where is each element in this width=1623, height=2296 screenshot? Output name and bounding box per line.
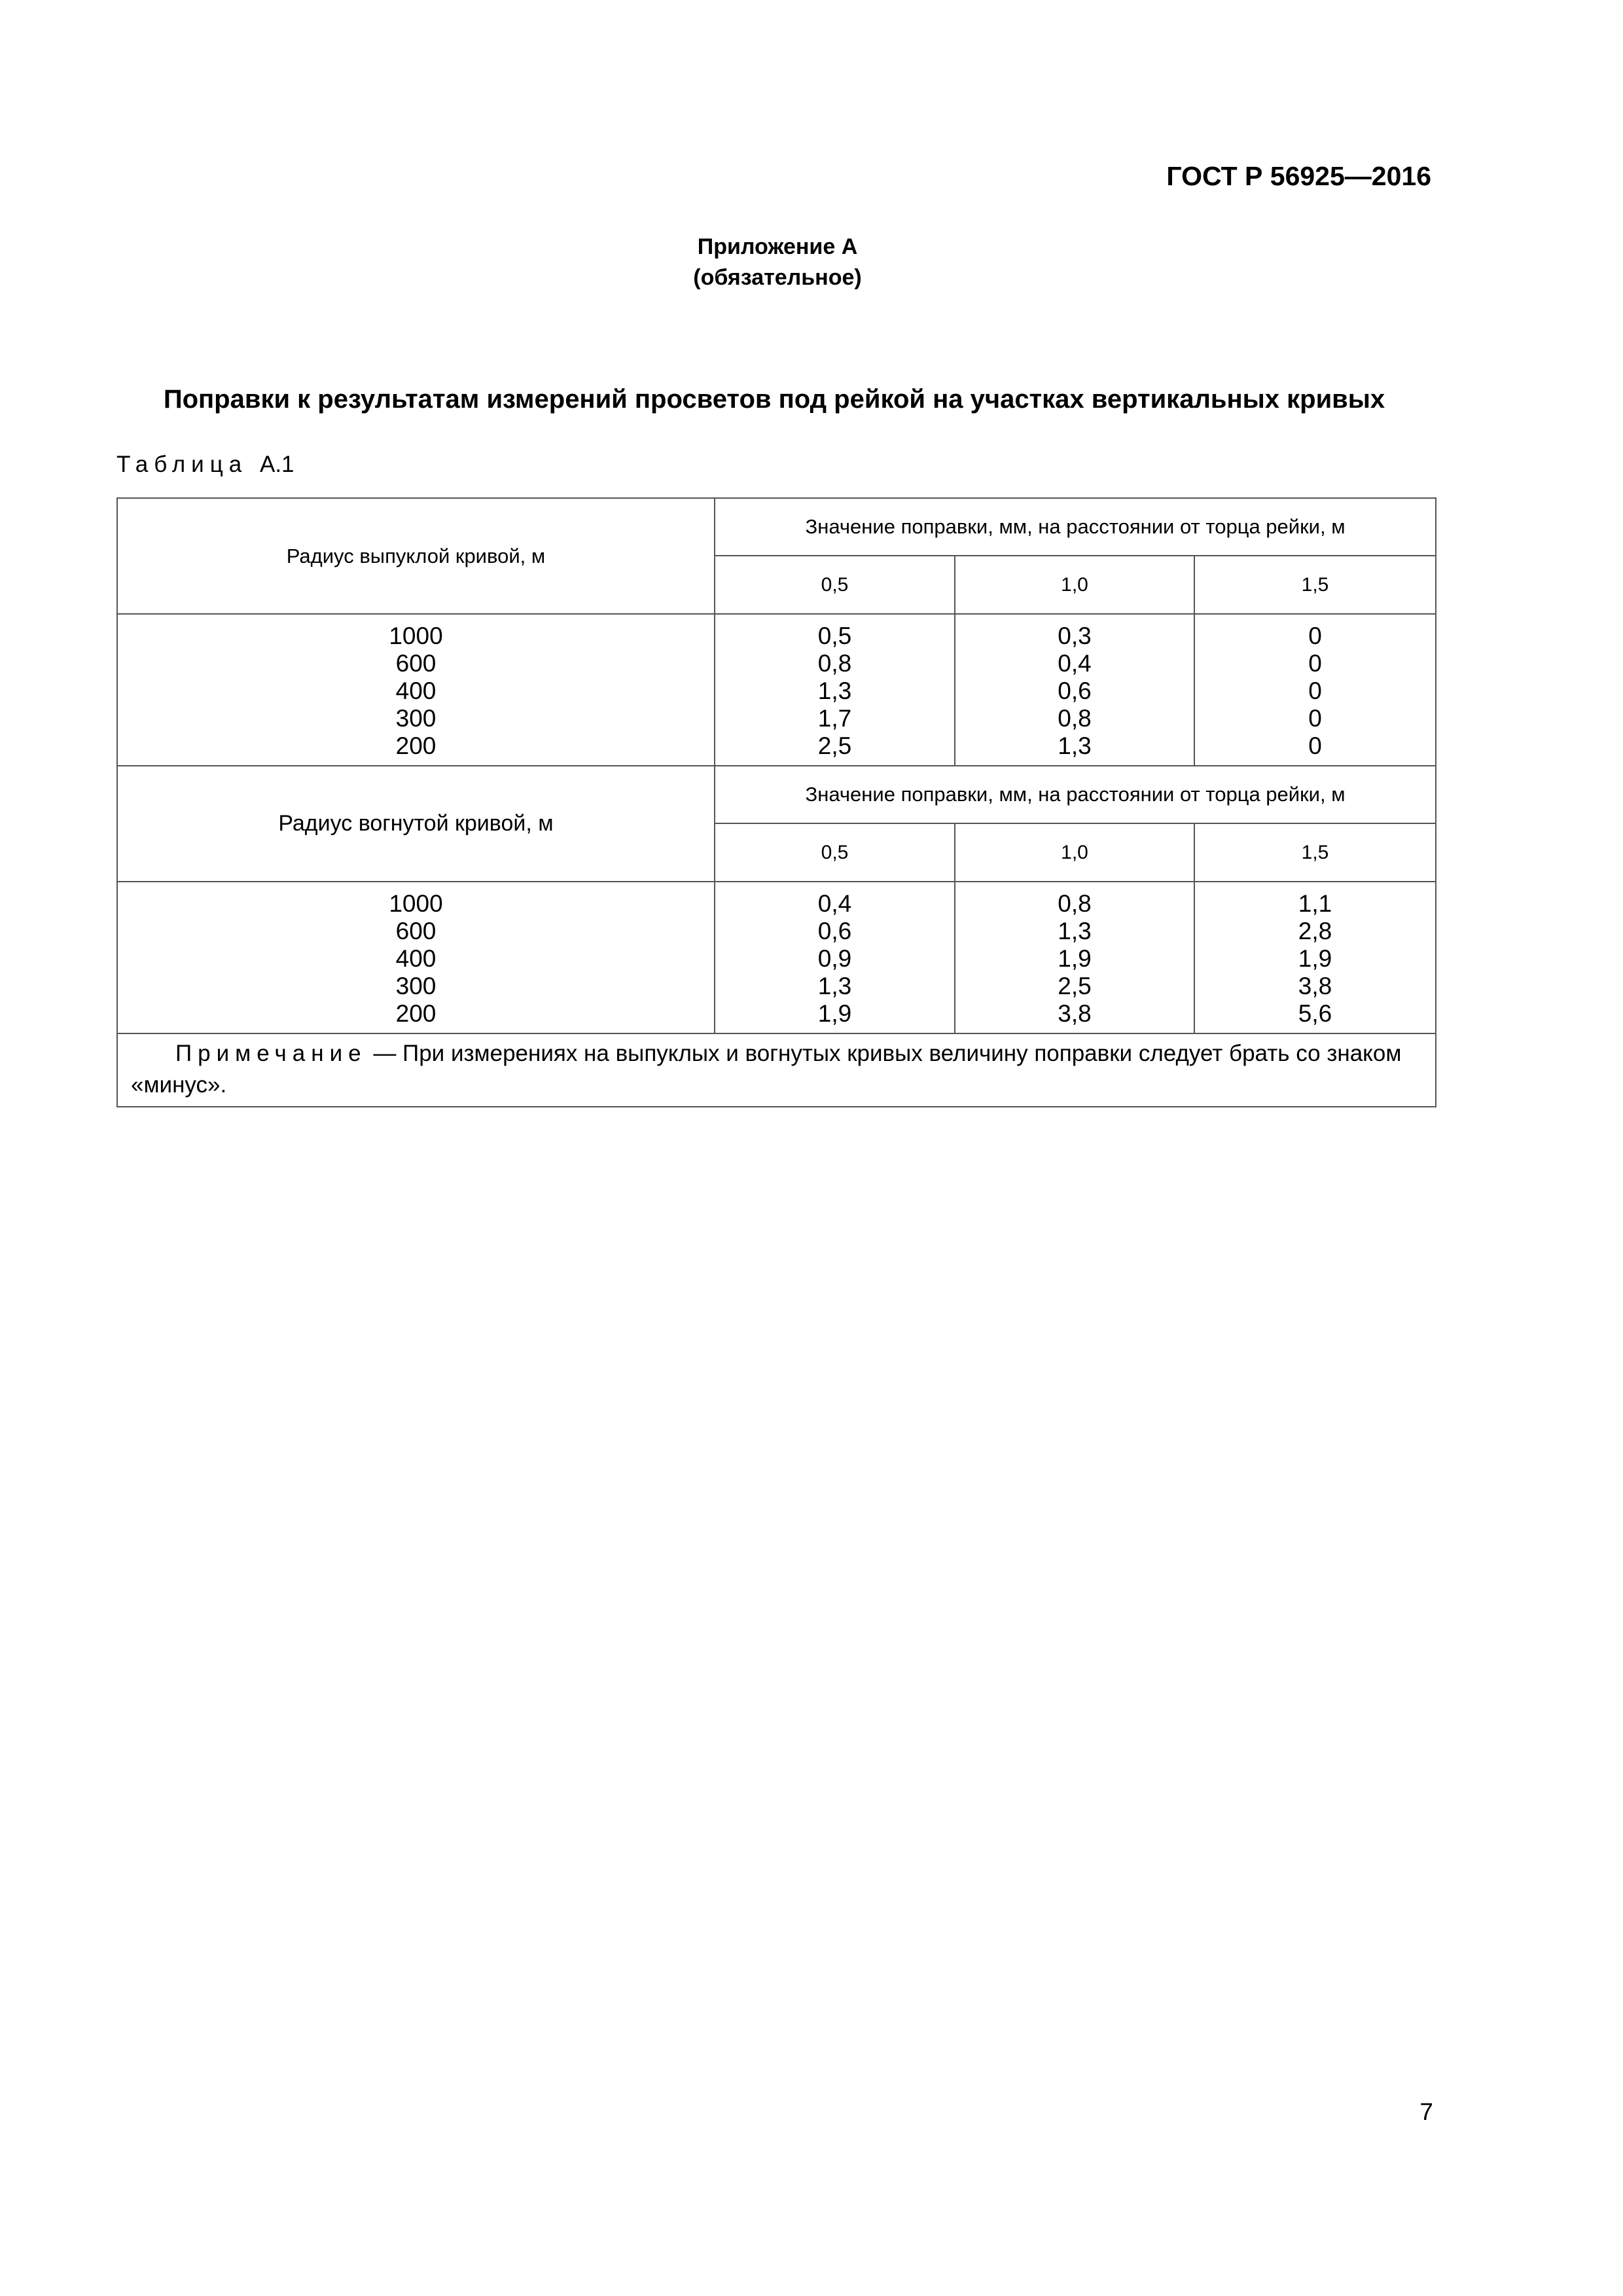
radius-value: 200 (395, 1000, 437, 1027)
appendix-heading (0, 232, 1555, 293)
convex-radius-header: Радиус выпуклой кривой, м (117, 498, 715, 614)
radius-value: 600 (395, 650, 437, 677)
table-caption-number: А.1 (259, 452, 294, 477)
correction-value: 1,3 (1058, 918, 1092, 944)
correction-value: 2,5 (817, 732, 852, 759)
correction-value: 2,5 (1058, 973, 1092, 999)
correction-value: 0 (1308, 650, 1322, 677)
convex-col-15 (1194, 614, 1436, 766)
concave-col-15 (1194, 882, 1436, 1033)
concave-group-header: Значение поправки, мм, на расстоянии от торца рейки, м (715, 766, 1436, 823)
distance-header: 0,5 (715, 823, 955, 882)
convex-col-10 (955, 614, 1194, 766)
radius-value: 400 (395, 945, 437, 972)
document-code: ГОСТ Р 56925—2016 (1166, 161, 1431, 191)
correction-value: 1,9 (1298, 945, 1332, 972)
distance-header: 1,0 (955, 823, 1194, 882)
section-title: Поправки к результатам измерений просветов под рейкой на участках вертикальных кривых (163, 385, 1385, 414)
correction-value: 0,6 (1058, 677, 1092, 704)
correction-value: 1,3 (817, 677, 852, 704)
radius-value: 300 (395, 973, 437, 999)
correction-value: 1,9 (817, 1000, 852, 1027)
correction-value: 1,3 (817, 973, 852, 999)
correction-value: 1,9 (1058, 945, 1092, 972)
concave-col-05 (715, 882, 955, 1033)
corrections-table (116, 497, 1436, 1107)
correction-value: 5,6 (1298, 1000, 1332, 1027)
correction-value: 0,9 (817, 945, 852, 972)
concave-radius-header: Радиус вогнутой кривой, м (117, 766, 715, 882)
appendix-status: (обязательное) (693, 265, 862, 290)
radius-value: 200 (395, 732, 437, 759)
radius-value: 1000 (389, 890, 443, 917)
table-note (117, 1033, 1436, 1107)
correction-value: 1,3 (1058, 732, 1092, 759)
convex-col-05 (715, 614, 955, 766)
correction-value: 3,8 (1058, 1000, 1092, 1027)
convex-header-row (117, 498, 1436, 556)
appendix-title: Приложение А (697, 234, 858, 259)
radius-value: 1000 (389, 622, 443, 649)
correction-value: 0,4 (817, 890, 852, 917)
distance-header: 0,5 (715, 556, 955, 614)
correction-value: 0,6 (817, 918, 852, 944)
correction-value: 0 (1308, 732, 1322, 759)
convex-group-header: Значение поправки, мм, на расстоянии от торца рейки, м (715, 498, 1436, 556)
convex-radius-cell (117, 614, 715, 766)
concave-data-row (117, 882, 1436, 1033)
correction-value: 0,4 (1058, 650, 1092, 677)
distance-header: 1,5 (1194, 823, 1436, 882)
radius-value: 400 (395, 677, 437, 704)
table-caption (116, 452, 294, 478)
convex-data-row (117, 614, 1436, 766)
correction-value: 0 (1308, 622, 1322, 649)
correction-value: 0,8 (817, 650, 852, 677)
radius-value: 300 (395, 705, 437, 732)
correction-value: 3,8 (1298, 973, 1332, 999)
note-label: Примечание (175, 1041, 367, 1066)
correction-value: 0,5 (817, 622, 852, 649)
distance-header: 1,5 (1194, 556, 1436, 614)
correction-value: 0,3 (1058, 622, 1092, 649)
correction-value: 1,1 (1298, 890, 1332, 917)
correction-value: 0 (1308, 677, 1322, 704)
correction-value: 2,8 (1298, 918, 1332, 944)
correction-value: 0,8 (1058, 890, 1092, 917)
note-text: — При измерениях на выпуклых и вогнутых кривых величину поправки следует брать со знаком «минус». (131, 1041, 1402, 1098)
note-row (117, 1033, 1436, 1107)
correction-value: 0 (1308, 705, 1322, 732)
table-caption-word: Таблица (116, 452, 248, 477)
correction-value: 1,7 (817, 705, 852, 732)
page-number: 7 (1419, 2098, 1433, 2125)
concave-header-row (117, 766, 1436, 823)
concave-col-10 (955, 882, 1194, 1033)
distance-header: 1,0 (955, 556, 1194, 614)
concave-radius-cell (117, 882, 715, 1033)
radius-value: 600 (395, 918, 437, 944)
correction-value: 0,8 (1058, 705, 1092, 732)
